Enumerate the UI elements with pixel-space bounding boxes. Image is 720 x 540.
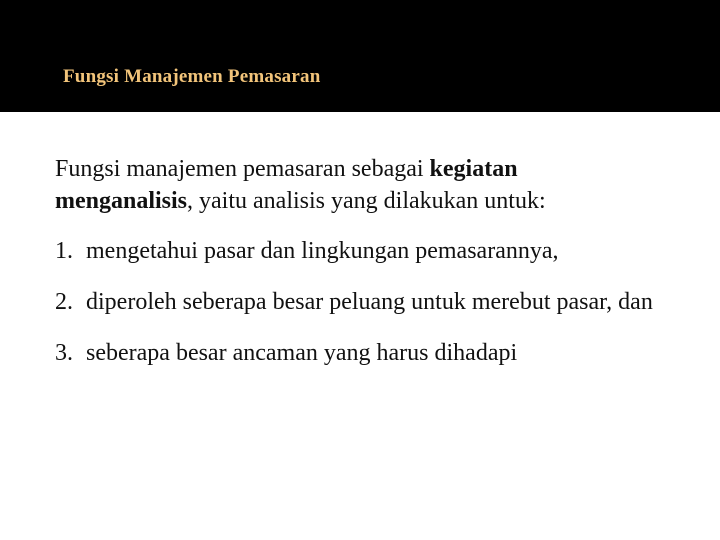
list-item-text: seberapa besar ancaman yang harus dihadapi xyxy=(86,340,518,366)
slide-content xyxy=(55,153,675,369)
list-item xyxy=(55,337,675,369)
list-item-text: diperoleh seberapa besar peluang untuk merebut pasar, dan xyxy=(86,289,653,315)
list-item-number: 1. xyxy=(55,238,73,264)
list-item-text: mengetahui pasar dan lingkungan pemasarannya, xyxy=(86,238,559,264)
title-bar xyxy=(0,0,720,112)
intro-bold-menganalisis: menganalisis xyxy=(55,188,188,214)
intro-text-start: Fungsi manajemen pemasaran sebagai xyxy=(55,156,430,182)
list-item-number: 2. xyxy=(55,289,73,315)
intro-text-end: , yaitu analisis yang dilakukan untuk: xyxy=(187,188,546,214)
list-item-number: 3. xyxy=(55,340,73,366)
intro-paragraph xyxy=(55,153,675,217)
list-item xyxy=(55,286,675,318)
intro-bold-kegiatan: kegiatan xyxy=(429,156,518,182)
list-item xyxy=(55,235,675,267)
slide-title: Fungsi Manajemen Pemasaran xyxy=(63,66,321,87)
analysis-list xyxy=(55,235,675,369)
